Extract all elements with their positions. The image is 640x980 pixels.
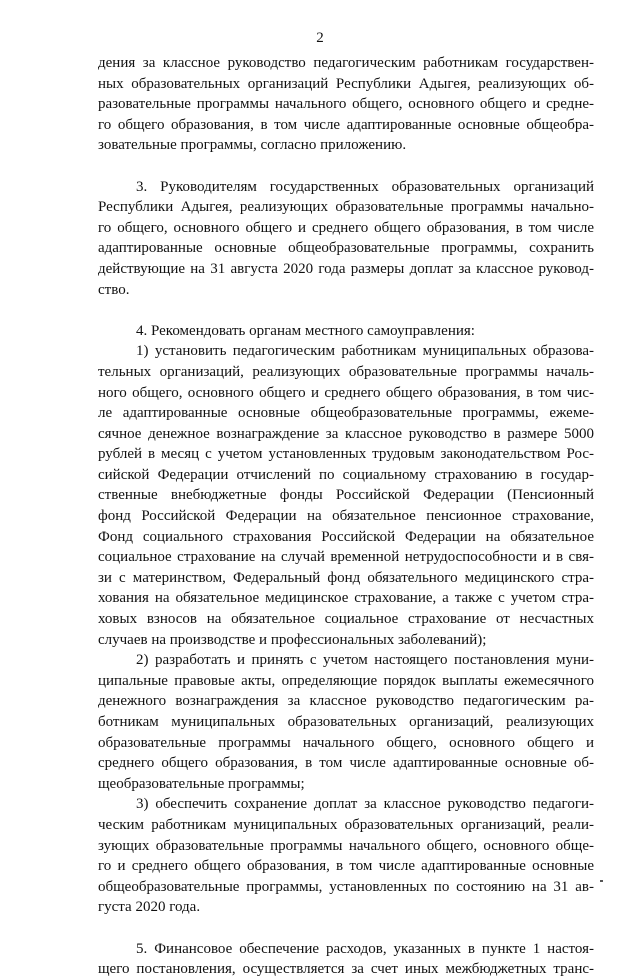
text-line: го общего, основного общего и среднего общего образования, в том числе (98, 219, 594, 236)
paragraph-spacer (98, 918, 594, 939)
text-line: общеобразовательные программы, установленных по состоянию на 31 ав- (98, 878, 594, 895)
text-line: сячное денежное вознаграждение за классное руководство в размере 5000 (98, 425, 594, 442)
text-line: денежного вознаграждения за классное руководство педагогическим ра- (98, 693, 594, 710)
text-line: 3. Руководителям государственных образовательных организаций (136, 178, 594, 195)
scan-mark (600, 880, 603, 882)
text-line: 4. Рекомендовать органам местного самоуправления: (136, 322, 475, 339)
subparagraph-4-1 (98, 341, 594, 650)
text-line: 3) обеспечить сохранение доплат за классное руководство педагоги- (136, 796, 594, 813)
text-line: Фонд социального страхования Российской Федерации на обязательное (98, 528, 594, 545)
paragraph-spacer (98, 300, 594, 321)
text-line: 5. Финансовое обеспечение расходов, указанных в пункте 1 настоя- (136, 940, 594, 957)
text-line: ховых взносов на обязательное социальное страхование от несчастных (98, 611, 594, 628)
text-line: ного общего, основного общего и среднего общего образования, в том чис- (98, 384, 594, 401)
text-line: ных образовательных организаций Республики Адыгея, реализующих об- (98, 75, 594, 92)
text-line: щеобразовательные программы; (98, 775, 305, 792)
text-line: среднего общего образования, в том числе адаптированные основные об- (98, 755, 594, 772)
page-number: 2 (316, 30, 324, 46)
text-line: густа 2020 года. (98, 899, 201, 916)
text-line: сийской Федерации отчислений по социальному страхованию в государ- (98, 466, 594, 483)
text-line: разовательные программы начального общего, основного общего и средне- (98, 96, 594, 113)
text-line: ственные внебюджетные фонды Российской Федерации (Пенсионный (98, 487, 594, 504)
text-line: зи с материнством, Федеральный фонд обязательного медицинского стра- (98, 569, 594, 586)
text-line: ципальные правовые акты, определяющие порядок выплаты ежемесячного (98, 672, 594, 689)
paragraph-4 (98, 321, 594, 342)
text-line: тельных организаций, реализующих образовательные программы началь- (98, 363, 594, 380)
text-line: социальное страхование на случай временной нетрудоспособности и в свя- (98, 549, 594, 566)
text-line: рублей в месяц с учетом установленных трудовым законодательством Рос- (98, 446, 594, 463)
text-line: образовательные программы начального общего, основного общего и (98, 734, 594, 751)
text-line: щего постановления, осуществляется за счет иных межбюджетных транс- (98, 961, 594, 978)
text-line: ботникам муниципальных образовательных организаций, реализующих (98, 714, 594, 730)
paragraph-5 (98, 939, 594, 980)
text-line: действующие на 31 августа 2020 года размеры доплат за классное руковод- (98, 260, 594, 277)
text-line: дения за классное руководство педагогическим работникам государствен- (98, 55, 594, 71)
text-line: Республики Адыгея, реализующих образовательные программы начально- (98, 199, 594, 216)
text-line: случаев на производстве и профессиональных заболеваний); (98, 631, 487, 648)
paragraph-continuation (98, 53, 594, 156)
text-line: 1) установить педагогическим работникам муниципальных образова- (136, 343, 594, 360)
text-line: го общего образования, в том числе адаптированные основные общеобра- (98, 116, 594, 133)
text-line: фонд Российской Федерации на обязательное пенсионное страхование, (98, 508, 594, 525)
paragraph-spacer (98, 156, 594, 177)
text-line: го и среднего общего образования, в том числе адаптированные основные (98, 858, 594, 875)
subparagraph-4-2 (98, 650, 594, 794)
paragraph-3 (98, 177, 594, 301)
text-line: ческим работникам муниципальных образовательных организаций, реали- (98, 816, 594, 833)
text-line: ство. (98, 281, 130, 298)
text-line: 2) разработать и принять с учетом настоящего постановления муни- (136, 652, 594, 669)
text-line: зующих образовательные программы начального общего, основного обще- (98, 837, 594, 854)
text-line: зовательные программы, согласно приложению. (98, 137, 407, 154)
subparagraph-4-3 (98, 794, 594, 918)
text-line: хования на обязательное медицинское страхование, а также с учетом стра- (98, 590, 594, 607)
document-body (98, 53, 594, 980)
text-line: ле адаптированные основные общеобразовательные программы, ежеме- (98, 405, 594, 422)
text-line: адаптированные основные общеобразовательные программы, сохранить (98, 240, 594, 257)
